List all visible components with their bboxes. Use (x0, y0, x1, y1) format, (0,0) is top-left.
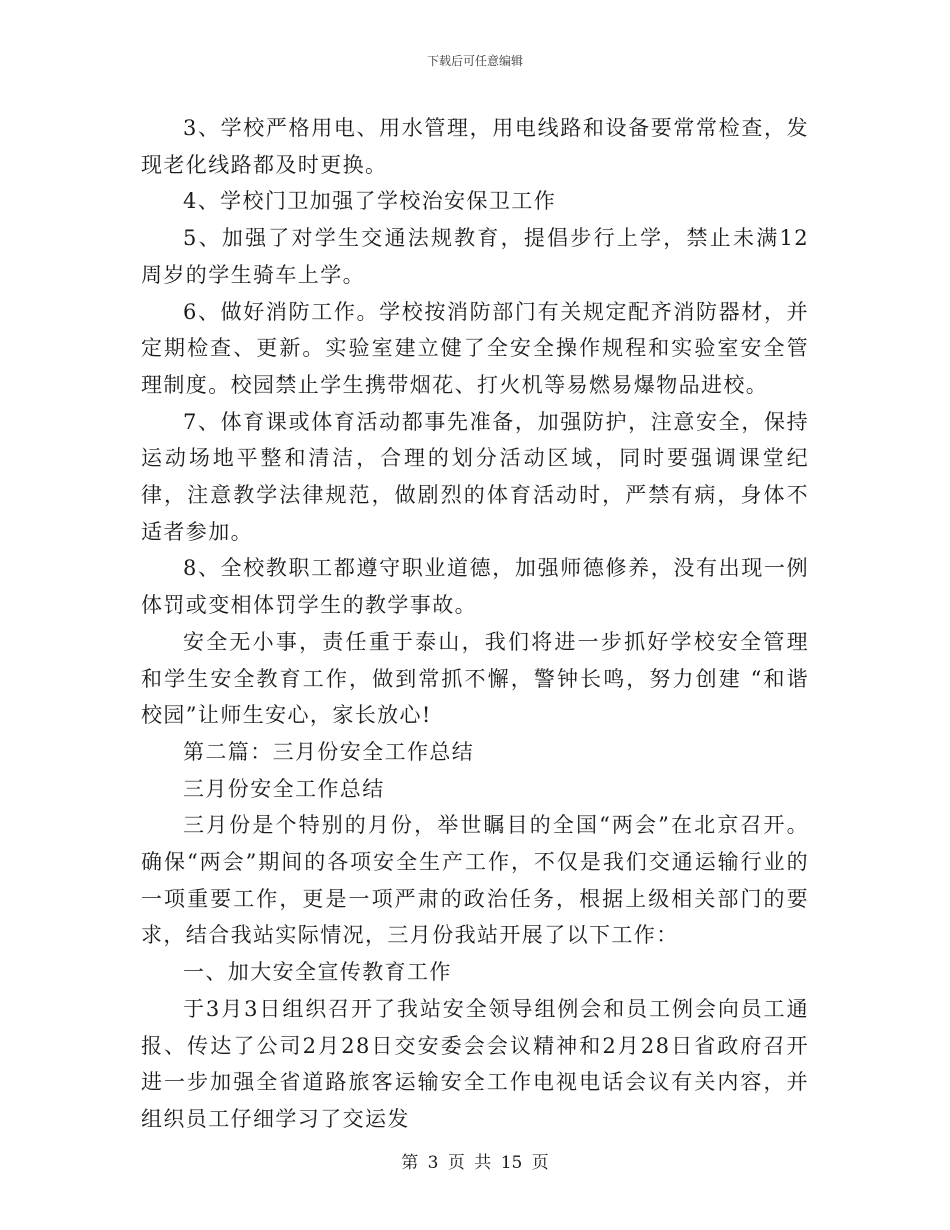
page-header-note: 下载后可任意编辑 (426, 54, 523, 68)
paragraph-item-5: 5、加强了对学生交通法规教育，提倡步行上学，禁止未满12周岁的学生骑车上学。 (141, 226, 809, 287)
paragraph-intro: 三月份是个特别的月份，举世瞩目的全国“两会”在北京召开。确保“两会”期间的各项安全生产工作，不仅是我们交通运输行业的一项重要工作，更是一项严肃的政治任务，根据上级相关部门的要求，结合我站实际情况，三月份我站开展了以下工作： (141, 813, 809, 948)
document-body (141, 110, 809, 1138)
paragraph-item-8: 8、全校教职工都遵守职业道德，加强师德修养，没有出现一例体罚或变相体罚学生的教学事故。 (141, 556, 809, 618)
paragraph-item-3: 3、学校严格用电、用水管理，用电线路和设备要常常检查，发现老化线路都及时更换。 (141, 116, 809, 177)
paragraph-item-4: 4、学校门卫加强了学校治安保卫工作 (183, 189, 557, 214)
page-number-footer: 第 3 页 共 15 页 (401, 1153, 549, 1173)
paragraph-conclusion: 安全无小事，责任重于泰山，我们将进一步抓好学校安全管理和学生安全教育工作，做到常抓不懈，警钟长鸣，努力创建 “和谐校园”让师生安心，家长放心! (141, 629, 809, 728)
section-heading-part-two: 第二篇：三月份安全工作总结 (183, 739, 475, 764)
paragraph-item-6: 6、做好消防工作。学校按消防部门有关规定配齐消防器材，并定期检查、更新。实验室建立健了全安全操作规程和实验室安全管理制度。校园禁止学生携带烟花、打火机等易燃易爆物品进校。 (141, 299, 809, 397)
subheading-publicity: 一、加大安全宣传教育工作 (183, 960, 452, 985)
section-title: 三月份安全工作总结 (183, 776, 385, 801)
paragraph-meeting: 于3月3日组织召开了我站安全领导组例会和员工例会向员工通报、传达了公司2月28日交安委会会议精神和2月28日省政府召开进一步加强全省道路旅客运输安全工作电视电话会议有关内容，并组织员工仔细学习了交运发 (141, 996, 809, 1131)
paragraph-item-7: 7、体育课或体育活动都事先准备，加强防护，注意安全，保持运动场地平整和清洁，合理的划分活动区域，同时要强调课堂纪律，注意教学法律规范，做剧烈的体育活动时，严禁有病，身体不适者参加。 (141, 409, 809, 544)
